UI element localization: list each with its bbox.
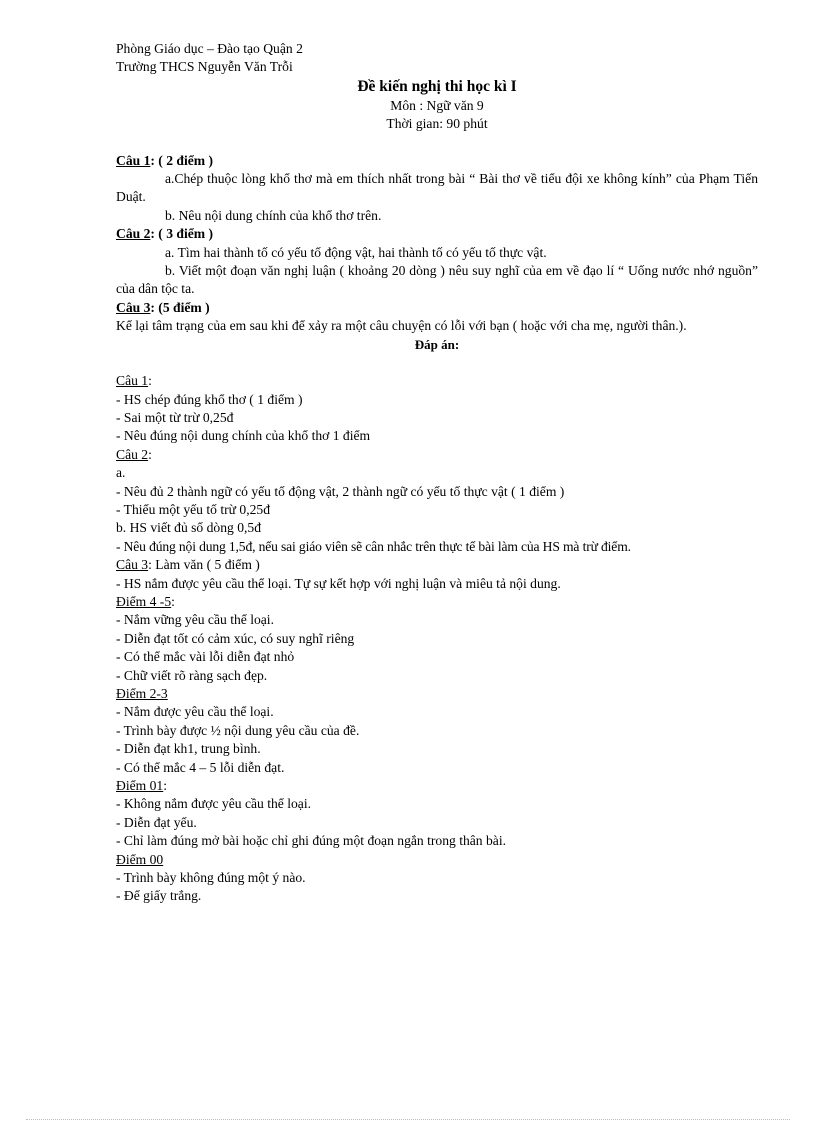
duration-line: Thời gian: 90 phút <box>386 116 488 132</box>
answer-item: - Có thể mắc 4 – 5 lỗi diễn đạt. <box>116 759 285 775</box>
answer-2-heading <box>116 446 758 464</box>
answer-item: - Nắm được yêu cầu thể loại. <box>116 704 274 720</box>
answer-item: - Diễn đạt kh1, trung bình. <box>116 741 261 757</box>
answer-item: - Sai một từ trừ 0,25đ <box>116 409 234 425</box>
answer-2-label: Câu 2 <box>116 446 149 462</box>
score-4-5-suffix: : <box>171 593 175 609</box>
score-0-1-heading <box>116 777 758 795</box>
answer-item: - Diễn đạt tốt có cảm xúc, có suy nghĩ riêng <box>116 630 355 646</box>
school-name: Trường THCS Nguyễn Văn Trỗi <box>116 59 293 75</box>
question-1a: a.Chép thuộc lòng khổ thơ mà em thích nhất trong bài “ Bài thơ về tiểu đội xe không kính” của Phạm Tiến Duật. <box>116 171 758 205</box>
answer-3-suffix: : Làm văn ( 5 điểm ) <box>148 557 260 573</box>
question-1b: b. Nêu nội dung chính của khổ thơ trên. <box>165 207 382 223</box>
answer-item: - HS chép đúng khổ thơ ( 1 điểm ) <box>116 391 303 407</box>
score-0-0-heading <box>116 851 758 869</box>
answer-item: - Chữ viết rõ ràng sạch đẹp. <box>116 667 268 683</box>
question-2-label: Câu 2 <box>116 226 151 242</box>
question-3-points: : (5 điểm ) <box>150 299 210 315</box>
answer-item: - Chỉ làm đúng mở bài hoặc chỉ ghi đúng một đoạn ngắn trong thân bài. <box>116 833 507 849</box>
answer-item: - Trình bày không đúng một ý nào. <box>116 870 306 886</box>
answer-3-heading <box>116 556 758 574</box>
question-2-heading <box>116 225 758 243</box>
answer-item: - Để giấy trắng. <box>116 888 202 904</box>
score-2-3-heading <box>116 685 758 703</box>
answer-item: - Không nắm được yêu cầu thể loại. <box>116 796 311 812</box>
question-2-points: : ( 3 điểm ) <box>150 226 214 242</box>
answer-item: - Nêu đúng nội dung chính của khổ thơ 1 điểm <box>116 428 371 444</box>
question-1-label: Câu 1 <box>116 152 151 168</box>
question-2b: b. Viết một đoạn văn nghị luận ( khoảng 20 dòng ) nêu suy nghĩ của em về đạo lí “ Uống nước nhớ nguồn” của dân tộc ta. <box>116 263 758 297</box>
score-2-3-label: Điểm 2-3 <box>116 686 168 701</box>
question-3-heading <box>116 299 758 317</box>
answer-item: - Nêu đủ 2 thành ngữ có yếu tố động vật, 2 thành ngữ có yếu tố thực vật ( 1 điểm ) <box>116 483 565 499</box>
answer-item: - Thiếu một yếu tố trừ 0,25đ <box>116 501 270 517</box>
answer-item: b. HS viết đủ số dòng 0,5đ <box>116 520 262 536</box>
answer-1-heading <box>116 372 758 390</box>
question-2a: a. Tìm hai thành tố có yếu tố động vật, hai thành tố có yếu tố thực vật. <box>165 244 547 260</box>
question-3-text: Kể lại tâm trạng của em sau khi để xảy ra một câu chuyện có lỗi với bạn ( hoặc với cha mẹ, người thân.). <box>116 318 687 334</box>
question-3-label: Câu 3 <box>116 299 151 315</box>
answer-item: - Có thể mắc vài lỗi diễn đạt nhỏ <box>116 649 295 665</box>
score-0-1-label: Điểm 01 <box>116 778 164 794</box>
answer-item: a. <box>116 465 126 481</box>
score-0-1-suffix: : <box>163 778 167 794</box>
exam-title: Đề kiến nghị thi học kì I <box>357 77 517 95</box>
question-1-points: : ( 2 điểm ) <box>150 152 214 168</box>
answer-title: Đáp án: <box>414 336 460 352</box>
answer-item: - HS nắm được yêu cầu thể loại. Tự sự kết hợp với nghị luận và miêu tả nội dung. <box>116 575 561 591</box>
document-page <box>116 40 758 906</box>
page-bottom-divider <box>26 1119 790 1120</box>
answer-2-suffix: : <box>148 446 152 462</box>
score-4-5-label: Điểm 4 -5 <box>116 593 172 609</box>
answer-item: - Diễn đạt yếu. <box>116 814 197 830</box>
answer-item: - Trình bày được ½ nội dung yêu cầu của đề. <box>116 722 360 738</box>
subject-line: Môn : Ngữ văn 9 <box>390 97 484 113</box>
answer-1-suffix: : <box>148 373 152 389</box>
score-0-0-label: Điểm 00 <box>116 851 164 867</box>
office-name: Phòng Giáo dục – Đào tạo Quận 2 <box>116 41 303 56</box>
question-1-heading <box>116 152 758 170</box>
score-4-5-heading <box>116 593 758 611</box>
answer-1-label: Câu 1 <box>116 373 149 389</box>
answer-3-label: Câu 3 <box>116 557 149 573</box>
answer-item: - Nắm vững yêu cầu thể loại. <box>116 612 274 628</box>
answer-item: - Nêu đúng nội dung 1,5đ, nếu sai giáo viên sẽ cân nhắc trên thực tế bài làm của HS mà trừ điểm. <box>116 538 631 554</box>
